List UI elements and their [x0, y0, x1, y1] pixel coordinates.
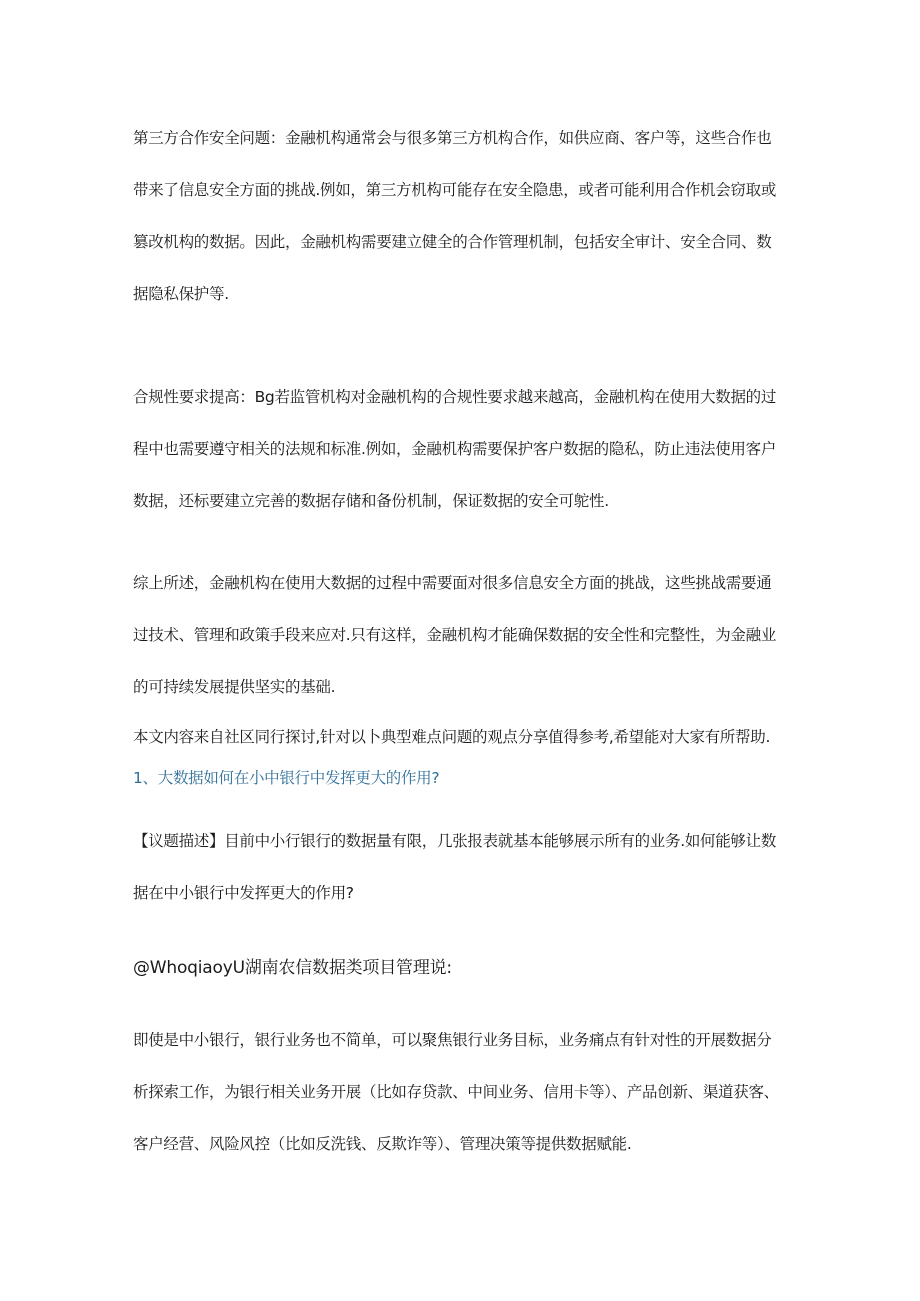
- text-line: 的可持续发展提供坚实的基础.: [133, 678, 336, 696]
- paragraph-third-party-security: [133, 112, 793, 320]
- paragraph-summary: [133, 557, 793, 713]
- text-line: 析探索工作，为银行相关业务开展（比如存贷款、中间业务、信用卡等）、产品创新、渠道获客、: [133, 1083, 779, 1101]
- text-line: 即使是中小银行，银行业务也不简单，可以聚焦银行业务目标，业务痛点有针对性的开展数据分: [133, 1031, 772, 1049]
- text-line: 据在中小银行中发挥更大的作用?: [133, 884, 354, 902]
- text-line: 篡改机构的数据。因此，金融机构需要建立健全的合作管理机制，包括安全审计、安全合同、数: [133, 233, 772, 251]
- text-line: 客户经营、风险风控（比如反洗钱、反欺诈等）、管理决策等提供数据赋能.: [133, 1135, 632, 1153]
- author-mention: [133, 955, 793, 981]
- paragraph-compliance: [133, 371, 793, 527]
- text-line: 据隐私保护等.: [133, 285, 229, 303]
- paragraph-intro: [133, 724, 793, 750]
- text-line: 综上所述，金融机构在使用大数据的过程中需要面对很多信息安全方面的挑战，这些挑战需要通: [133, 574, 772, 592]
- paragraph-answer: [133, 1014, 793, 1170]
- text-line: 第三方合作安全问题：金融机构通常会与很多第三方机构合作，如供应商、客户等，这些合作也: [133, 129, 772, 147]
- mention-text: @WhoqiaoyU湖南农信数据类项目管理说:: [133, 958, 452, 978]
- text-line: 合规性要求提高：Bg若监管机构对金融机构的合规性要求越来越高，金融机构在使用大数据的过: [133, 388, 777, 406]
- paragraph-topic-description: [133, 815, 793, 919]
- text-line: 本文内容来自社区同行探讨,针对以卜典型难点问题的观点分享值得参考,希望能对大家有所帮助.: [133, 728, 771, 746]
- text-line: 数据，还标要建立完善的数据存储和备份机制，保证数据的安全可鸵性.: [133, 492, 609, 510]
- text-line: 程中也需要遵守相关的法规和标准.例如，金融机构需要保护客户数据的隐私，防止违法使用客户: [133, 440, 777, 458]
- text-line: 过技术、管理和政策手段来应对.只有这样，金融机构才能确保数据的安全性和完整性，为金融业: [133, 626, 777, 644]
- text-line: 【议题描述】目前中小行银行的数据量有限，几张报表就基本能够展示所有的业务.如何能够让数: [133, 832, 777, 850]
- text-line: 带来了信息安全方面的挑战.例如，第三方机构可能存在安全隐患，或者可能利用合作机会窃取或: [133, 181, 777, 199]
- heading-text: 1、大数据如何在小中银行中发挥更大的作用?: [133, 769, 440, 787]
- question-heading: [133, 765, 793, 791]
